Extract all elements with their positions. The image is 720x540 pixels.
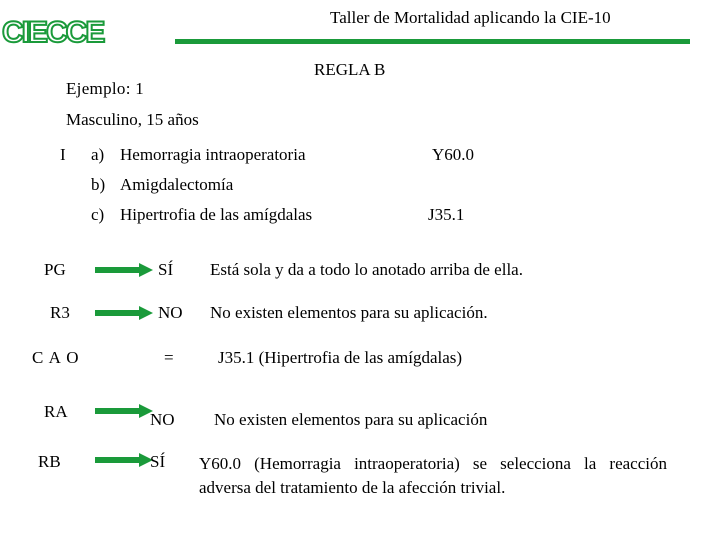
- arrow-right-icon: [95, 263, 153, 277]
- step-rb-note: Y60.0 (Hemorragia intraoperatoria) se selecciona la reacción adversa del tratamiento de la afección trivial.: [199, 454, 667, 497]
- step-rb-answer: SÍ: [150, 452, 166, 471]
- header-title: Taller de Mortalidad aplicando la CIE-10: [330, 8, 611, 27]
- patient-info: Masculino, 15 años: [66, 110, 199, 129]
- step-cao-answer: =: [164, 348, 174, 367]
- step-r3-answer: NO: [158, 303, 183, 322]
- step-rb-rule: RB: [38, 452, 61, 471]
- step-ra-note: No existen elementos para su aplicación: [214, 410, 488, 429]
- cert-line-b-text: Amigdalectomía: [120, 175, 234, 194]
- cert-line-b-letter: b): [91, 175, 106, 194]
- cert-line-c-text: Hipertrofia de las amígdalas: [120, 205, 313, 224]
- cert-line-a-text: Hemorragia intraoperatoria: [120, 145, 306, 164]
- logo-lettering: CIECCE: [2, 16, 104, 49]
- cie-logo: [0, 0, 104, 50]
- cert-line-c-code: J35.1: [428, 205, 465, 224]
- step-pg-note: Está sola y da a todo lo anotado arriba de ella.: [210, 260, 523, 279]
- arrow-right-icon: [95, 306, 153, 320]
- example-label: Ejemplo: 1: [66, 79, 145, 98]
- step-pg-answer: SÍ: [158, 260, 174, 279]
- step-cao-rule: C A O: [32, 348, 80, 367]
- header-divider: [175, 39, 690, 44]
- rule-title: REGLA B: [314, 60, 386, 79]
- cert-line-a-code: Y60.0: [432, 145, 475, 164]
- cert-line-c-letter: c): [91, 205, 105, 224]
- certificate-part: I: [60, 145, 66, 164]
- step-ra-rule: RA: [44, 402, 68, 421]
- cert-line-a-letter: a): [91, 145, 105, 164]
- step-cao-note: J35.1 (Hipertrofia de las amígdalas): [218, 348, 463, 367]
- step-pg-rule: PG: [44, 260, 66, 279]
- arrow-right-icon: [95, 453, 153, 467]
- step-ra-answer: NO: [150, 410, 175, 429]
- step-r3-rule: R3: [50, 303, 70, 322]
- arrow-right-icon: [95, 404, 153, 418]
- step-r3-note: No existen elementos para su aplicación.: [210, 303, 488, 322]
